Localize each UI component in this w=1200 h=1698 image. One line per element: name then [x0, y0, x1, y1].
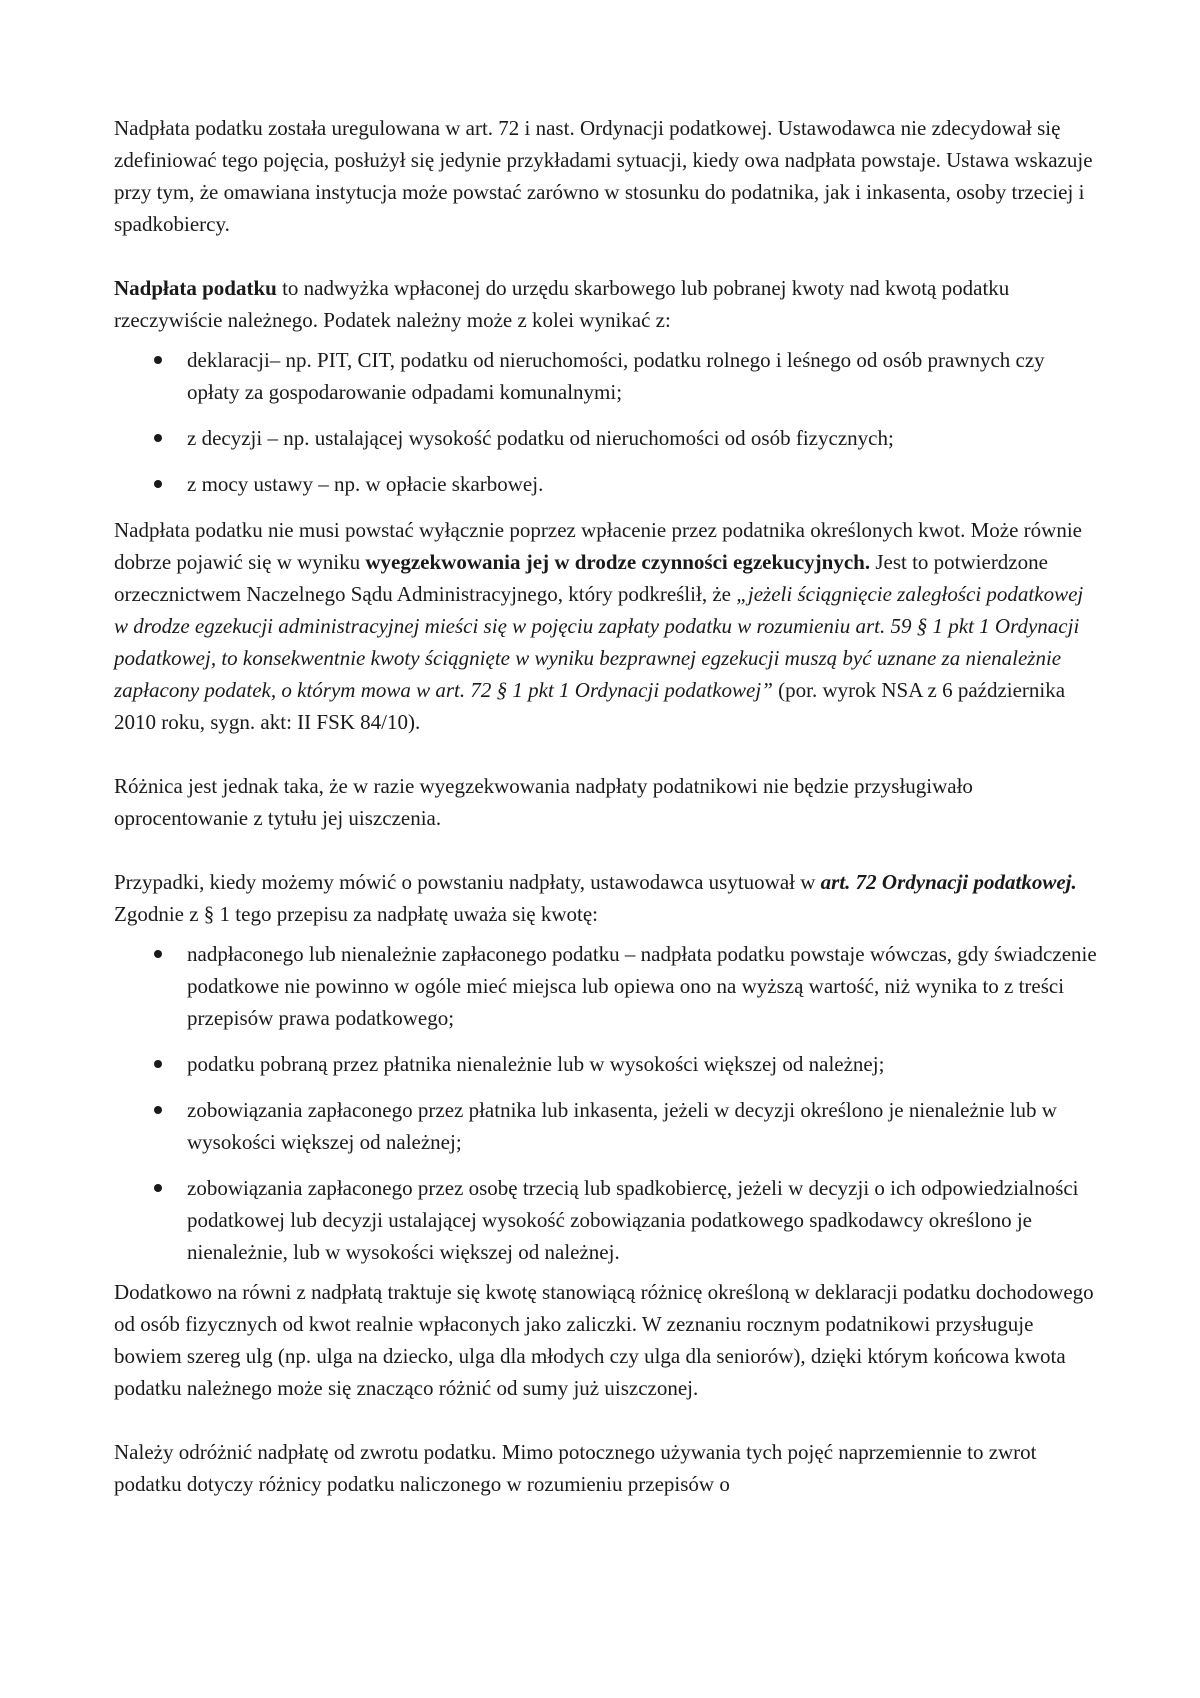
definition-text: to nadwyżka wpłaconej do urzędu skarbowego lub pobranej kwoty nad kwotą podatku rzeczywiście należnego. Podatek należny może z kolei wynikać z:: [114, 276, 1010, 332]
list-item: z decyzji – np. ustalającej wysokość podatku od nieruchomości od osób fizycznych;: [114, 422, 1100, 454]
text-run: (por. wyrok NSA z 6 października 2010 roku, sygn. akt: II FSK 84/10).: [114, 678, 1066, 734]
overpayment-cases-list: [114, 938, 1100, 1268]
paragraph-additional: Dodatkowo na równi z nadpłatą traktuje się kwotę stanowiącą różnicę określoną w deklaracji podatku dochodowego od osób fizycznych od kwot realnie wpłaconych jako zaliczki. W zeznaniu rocznym podatnikowi przysługuje bowiem szereg ulg (np. ulga na dziecko, ulga dla młodych czy ulga dla seniorów), dzięki którym końcowa kwota podatku należnego może się znacząco różnić od sumy już uiszczonej.: [114, 1280, 1094, 1400]
document-page: [114, 112, 1100, 1532]
paragraph-cases: [114, 866, 1100, 930]
paragraph-refund: Należy odróżnić nadpłatę od zwrotu podatku. Mimo potocznego używania tych pojęć naprzemiennie to zwrot podatku dotyczy różnicy podatku naliczonego w rozumieniu przepisów o: [114, 1440, 1037, 1496]
quote-run: „jeżeli ściągnięcie zaległości podatkowej w drodze egzekucji administracyjnej mieści się w pojęciu zapłaty podatku w rozumieniu art. 59 § 1 pkt 1 Ordynacji podatkowej, to konsekwentnie kwoty ściągnięte w wyniku bezprawnej egzekucji muszą być uznane za nienależnie zapłacony podatek, o którym mowa w art. 72 § 1 pkt 1 Ordynacji podatkowej”: [114, 582, 1084, 702]
paragraph-difference: Różnica jest jednak taka, że w razie wyegzekwowania nadpłaty podatnikowi nie będzie przysługiwało oprocentowanie z tytułu jej uiszczenia.: [114, 774, 973, 830]
list-item: z mocy ustawy – np. w opłacie skarbowej.: [114, 468, 1100, 500]
paragraph-intro: Nadpłata podatku została uregulowana w art. 72 i nast. Ordynacji podatkowej. Ustawodawca nie zdecydował się zdefiniować tego pojęcia, posłużył się jedynie przykładami sytuacji, kiedy owa nadpłata powstaje. Ustawa wskazuje przy tym, że omawiana instytucja może powstać zarówno w stosunku do podatnika, jak i inkasenta, osoby trzeciej i spadkobiercy.: [114, 116, 1093, 236]
text-run: Nadpłata podatku nie musi powstać wyłącznie poprzez wpłacenie przez podatnika określonych kwot. Może równie dobrze pojawić się w wyniku: [114, 518, 1082, 574]
definition-term: Nadpłata podatku: [114, 276, 277, 300]
list-item: zobowiązania zapłaconego przez płatnika lub inkasenta, jeżeli w decyzji określono je nienależnie lub w wysokości większej od należnej;: [114, 1094, 1100, 1158]
tax-sources-list: [114, 344, 1100, 500]
list-item: deklaracji– np. PIT, CIT, podatku od nieruchomości, podatku rolnego i leśnego od osób prawnych czy opłaty za gospodarowanie odpadami komunalnymi;: [114, 344, 1100, 408]
paragraph-enforcement: [114, 514, 1100, 738]
paragraph-definition: [114, 272, 1100, 336]
list-item: zobowiązania zapłaconego przez osobę trzecią lub spadkobiercę, jeżeli w decyzji o ich odpowiedzialności podatkowej lub decyzji ustalającej wysokość zobowiązania podatkowego spadkodawcy określono je nienależnie, lub w wysokości większej od należnej.: [114, 1172, 1100, 1268]
bold-run: wyegzekwowania jej w drodze czynności egzekucyjnych.: [365, 550, 871, 574]
text-run: Zgodnie z § 1 tego przepisu za nadpłatę uważa się kwotę:: [114, 902, 598, 926]
list-item: nadpłaconego lub nienależnie zapłaconego podatku – nadpłata podatku powstaje wówczas, gdy świadczenie podatkowe nie powinno w ogóle mieć miejsca lub opiewa ono na wyższą wartość, niż wynika to z treści przepisów prawa podatkowego;: [114, 938, 1100, 1034]
list-item: podatku pobraną przez płatnika nienależnie lub w wysokości większej od należnej;: [114, 1048, 1100, 1080]
text-run: Jest to potwierdzone orzecznictwem Naczelnego Sądu Administracyjnego, który podkreślił, że: [114, 550, 1048, 606]
text-run: Przypadki, kiedy możemy mówić o powstaniu nadpłaty, ustawodawca usytuował w: [114, 870, 821, 894]
bold-italic-run: art. 72 Ordynacji podatkowej.: [820, 870, 1077, 894]
